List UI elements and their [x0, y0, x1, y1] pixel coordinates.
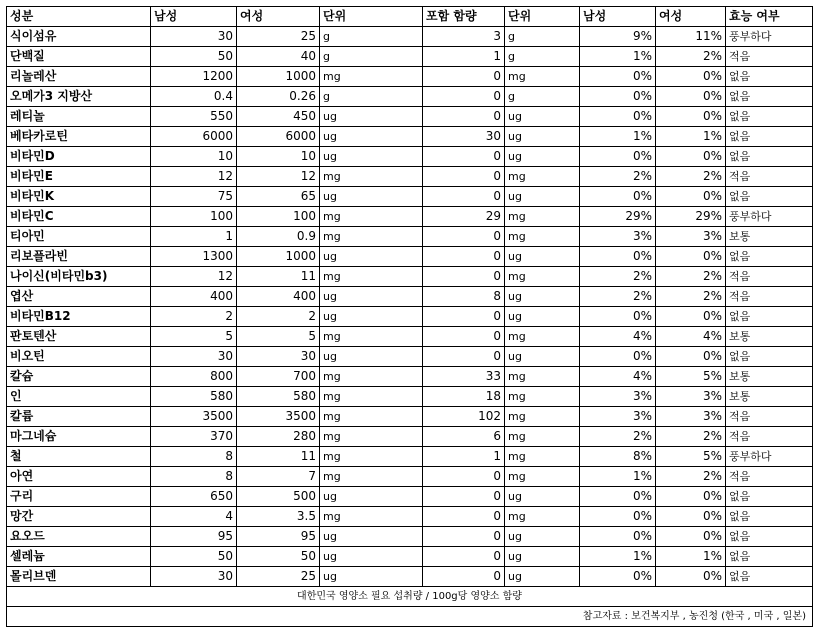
content-unit: mg [505, 427, 580, 447]
nutrient-name: 망간 [7, 507, 151, 527]
content-unit: ug [505, 527, 580, 547]
nutrient-name: 셀레늄 [7, 547, 151, 567]
effect-level: 적음 [726, 167, 813, 187]
male-percent: 0% [580, 67, 656, 87]
effect-level: 보통 [726, 387, 813, 407]
male-percent: 2% [580, 287, 656, 307]
male-percent: 1% [580, 127, 656, 147]
content-amount: 8 [423, 287, 505, 307]
content-unit: ug [505, 107, 580, 127]
female-requirement: 0.26 [237, 87, 320, 107]
male-percent: 0% [580, 247, 656, 267]
nutrient-name: 식이섬유 [7, 27, 151, 47]
female-requirement: 95 [237, 527, 320, 547]
content-unit: mg [505, 227, 580, 247]
header-content: 포함 함량 [423, 7, 505, 27]
content-amount: 0 [423, 467, 505, 487]
male-requirement: 3500 [151, 407, 237, 427]
female-percent: 0% [656, 507, 726, 527]
male-percent: 0% [580, 147, 656, 167]
female-percent: 5% [656, 447, 726, 467]
female-requirement: 7 [237, 467, 320, 487]
requirement-unit: ug [320, 347, 423, 367]
male-requirement: 0.4 [151, 87, 237, 107]
content-unit: mg [505, 387, 580, 407]
male-requirement: 2 [151, 307, 237, 327]
content-unit: mg [505, 67, 580, 87]
nutrient-name: 비타민E [7, 167, 151, 187]
male-percent: 3% [580, 387, 656, 407]
effect-level: 없음 [726, 547, 813, 567]
female-requirement: 50 [237, 547, 320, 567]
table-row [7, 307, 813, 327]
male-percent: 1% [580, 47, 656, 67]
table-row [7, 227, 813, 247]
female-percent: 1% [656, 127, 726, 147]
female-requirement: 3500 [237, 407, 320, 427]
requirement-unit: mg [320, 407, 423, 427]
male-requirement: 1 [151, 227, 237, 247]
table-row [7, 427, 813, 447]
content-unit: mg [505, 167, 580, 187]
table-row [7, 207, 813, 227]
table-row [7, 367, 813, 387]
male-requirement: 30 [151, 567, 237, 587]
nutrient-name: 아연 [7, 467, 151, 487]
requirement-unit: ug [320, 187, 423, 207]
female-requirement: 1000 [237, 67, 320, 87]
table-row [7, 87, 813, 107]
requirement-unit: mg [320, 467, 423, 487]
female-percent: 11% [656, 27, 726, 47]
female-percent: 2% [656, 267, 726, 287]
header-row [7, 7, 813, 27]
male-percent: 0% [580, 487, 656, 507]
effect-level: 없음 [726, 487, 813, 507]
nutrient-name: 비타민B12 [7, 307, 151, 327]
table-row [7, 67, 813, 87]
content-amount: 1 [423, 447, 505, 467]
male-percent: 2% [580, 427, 656, 447]
male-percent: 9% [580, 27, 656, 47]
female-percent: 2% [656, 427, 726, 447]
effect-level: 없음 [726, 127, 813, 147]
requirement-unit: mg [320, 267, 423, 287]
content-amount: 0 [423, 167, 505, 187]
table-row [7, 167, 813, 187]
table-row [7, 387, 813, 407]
female-requirement: 100 [237, 207, 320, 227]
nutrient-name: 단백질 [7, 47, 151, 67]
female-percent: 0% [656, 487, 726, 507]
effect-level: 보통 [726, 367, 813, 387]
female-percent: 29% [656, 207, 726, 227]
content-unit: ug [505, 487, 580, 507]
table-row [7, 447, 813, 467]
reference-row [7, 607, 813, 627]
table-row [7, 27, 813, 47]
nutrient-name: 철 [7, 447, 151, 467]
female-percent: 0% [656, 87, 726, 107]
reference-note: 참고자료 : 보건복지부 , 농진청 (한국 , 미국 , 일본) [7, 607, 813, 627]
male-requirement: 1300 [151, 247, 237, 267]
requirement-unit: mg [320, 387, 423, 407]
female-percent: 4% [656, 327, 726, 347]
requirement-unit: mg [320, 427, 423, 447]
content-amount: 6 [423, 427, 505, 447]
male-percent: 0% [580, 307, 656, 327]
table-row [7, 47, 813, 67]
female-percent: 0% [656, 107, 726, 127]
content-amount: 0 [423, 327, 505, 347]
male-requirement: 30 [151, 27, 237, 47]
male-requirement: 6000 [151, 127, 237, 147]
male-requirement: 8 [151, 467, 237, 487]
requirement-unit: mg [320, 207, 423, 227]
effect-level: 적음 [726, 267, 813, 287]
table-row [7, 527, 813, 547]
female-requirement: 400 [237, 287, 320, 307]
content-amount: 0 [423, 547, 505, 567]
effect-level: 풍부하다 [726, 207, 813, 227]
table-row [7, 107, 813, 127]
nutrient-name: 비타민C [7, 207, 151, 227]
male-percent: 0% [580, 507, 656, 527]
male-percent: 0% [580, 347, 656, 367]
female-percent: 0% [656, 247, 726, 267]
female-requirement: 2 [237, 307, 320, 327]
requirement-unit: ug [320, 547, 423, 567]
male-percent: 0% [580, 567, 656, 587]
header-req-unit: 단위 [320, 7, 423, 27]
header-nutrient: 성분 [7, 7, 151, 27]
effect-level: 없음 [726, 567, 813, 587]
female-percent: 0% [656, 307, 726, 327]
content-unit: ug [505, 347, 580, 367]
nutrient-name: 베타카로틴 [7, 127, 151, 147]
requirement-unit: mg [320, 507, 423, 527]
effect-level: 보통 [726, 327, 813, 347]
table-row [7, 487, 813, 507]
nutrient-name: 요오드 [7, 527, 151, 547]
male-requirement: 800 [151, 367, 237, 387]
nutrient-table [6, 6, 813, 627]
male-percent: 4% [580, 367, 656, 387]
female-percent: 0% [656, 527, 726, 547]
effect-level: 보통 [726, 227, 813, 247]
nutrient-name: 비타민D [7, 147, 151, 167]
table-row [7, 287, 813, 307]
content-unit: mg [505, 447, 580, 467]
requirement-unit: ug [320, 287, 423, 307]
header-female-req: 여성 [237, 7, 320, 27]
male-percent: 3% [580, 407, 656, 427]
content-amount: 33 [423, 367, 505, 387]
effect-level: 없음 [726, 107, 813, 127]
nutrient-name: 티아민 [7, 227, 151, 247]
requirement-unit: mg [320, 327, 423, 347]
header-male-req: 남성 [151, 7, 237, 27]
female-requirement: 12 [237, 167, 320, 187]
female-percent: 3% [656, 407, 726, 427]
female-requirement: 11 [237, 447, 320, 467]
requirement-unit: ug [320, 567, 423, 587]
male-requirement: 95 [151, 527, 237, 547]
male-requirement: 550 [151, 107, 237, 127]
content-amount: 0 [423, 247, 505, 267]
nutrient-name: 리놀레산 [7, 67, 151, 87]
content-amount: 0 [423, 567, 505, 587]
table-row [7, 507, 813, 527]
nutrient-name: 엽산 [7, 287, 151, 307]
female-requirement: 25 [237, 567, 320, 587]
effect-level: 없음 [726, 307, 813, 327]
content-unit: g [505, 47, 580, 67]
male-requirement: 12 [151, 267, 237, 287]
female-requirement: 700 [237, 367, 320, 387]
effect-level: 없음 [726, 67, 813, 87]
effect-level: 적음 [726, 287, 813, 307]
nutrient-name: 구리 [7, 487, 151, 507]
content-amount: 0 [423, 507, 505, 527]
content-amount: 0 [423, 267, 505, 287]
male-requirement: 4 [151, 507, 237, 527]
table-row [7, 567, 813, 587]
male-requirement: 580 [151, 387, 237, 407]
male-requirement: 50 [151, 547, 237, 567]
female-requirement: 1000 [237, 247, 320, 267]
female-percent: 0% [656, 147, 726, 167]
male-requirement: 1200 [151, 67, 237, 87]
effect-level: 적음 [726, 427, 813, 447]
nutrient-name: 칼륨 [7, 407, 151, 427]
requirement-unit: g [320, 87, 423, 107]
female-percent: 2% [656, 287, 726, 307]
nutrient-name: 인 [7, 387, 151, 407]
female-percent: 0% [656, 347, 726, 367]
content-unit: g [505, 87, 580, 107]
male-requirement: 75 [151, 187, 237, 207]
effect-level: 풍부하다 [726, 27, 813, 47]
requirement-unit: mg [320, 227, 423, 247]
content-unit: mg [505, 327, 580, 347]
female-percent: 2% [656, 467, 726, 487]
male-percent: 3% [580, 227, 656, 247]
nutrient-name: 마그네슘 [7, 427, 151, 447]
female-requirement: 40 [237, 47, 320, 67]
female-percent: 3% [656, 227, 726, 247]
table-row [7, 347, 813, 367]
male-requirement: 30 [151, 347, 237, 367]
content-unit: mg [505, 367, 580, 387]
nutrient-name: 비오틴 [7, 347, 151, 367]
female-percent: 3% [656, 387, 726, 407]
female-percent: 1% [656, 547, 726, 567]
female-percent: 0% [656, 187, 726, 207]
male-requirement: 650 [151, 487, 237, 507]
male-requirement: 12 [151, 167, 237, 187]
table-row [7, 267, 813, 287]
content-unit: ug [505, 247, 580, 267]
requirement-unit: ug [320, 307, 423, 327]
male-percent: 1% [580, 547, 656, 567]
content-unit: ug [505, 187, 580, 207]
effect-level: 적음 [726, 47, 813, 67]
female-percent: 2% [656, 167, 726, 187]
nutrient-name: 나이신(비타민b3) [7, 267, 151, 287]
male-percent: 4% [580, 327, 656, 347]
male-percent: 29% [580, 207, 656, 227]
table-row [7, 547, 813, 567]
header-effect: 효능 여부 [726, 7, 813, 27]
female-requirement: 10 [237, 147, 320, 167]
content-amount: 1 [423, 47, 505, 67]
nutrient-name: 오메가3 지방산 [7, 87, 151, 107]
male-requirement: 10 [151, 147, 237, 167]
nutrient-name: 리보플라빈 [7, 247, 151, 267]
content-unit: mg [505, 467, 580, 487]
female-requirement: 280 [237, 427, 320, 447]
female-percent: 5% [656, 367, 726, 387]
female-requirement: 25 [237, 27, 320, 47]
female-requirement: 3.5 [237, 507, 320, 527]
table-row [7, 327, 813, 347]
content-amount: 0 [423, 307, 505, 327]
footer-row [7, 587, 813, 607]
effect-level: 적음 [726, 407, 813, 427]
content-amount: 0 [423, 527, 505, 547]
nutrient-name: 판토텐산 [7, 327, 151, 347]
content-unit: ug [505, 127, 580, 147]
requirement-unit: mg [320, 447, 423, 467]
requirement-unit: g [320, 27, 423, 47]
content-unit: ug [505, 287, 580, 307]
content-amount: 102 [423, 407, 505, 427]
table-row [7, 127, 813, 147]
header-female-pct: 여성 [656, 7, 726, 27]
content-amount: 0 [423, 227, 505, 247]
female-requirement: 0.9 [237, 227, 320, 247]
female-requirement: 500 [237, 487, 320, 507]
requirement-unit: g [320, 47, 423, 67]
requirement-unit: mg [320, 367, 423, 387]
nutrient-name: 칼슘 [7, 367, 151, 387]
requirement-unit: ug [320, 127, 423, 147]
nutrient-name: 레티놀 [7, 107, 151, 127]
requirement-unit: ug [320, 107, 423, 127]
female-requirement: 450 [237, 107, 320, 127]
content-unit: ug [505, 147, 580, 167]
content-amount: 0 [423, 107, 505, 127]
female-percent: 0% [656, 567, 726, 587]
female-requirement: 580 [237, 387, 320, 407]
male-requirement: 5 [151, 327, 237, 347]
table-body [7, 27, 813, 587]
effect-level: 없음 [726, 187, 813, 207]
effect-level: 없음 [726, 247, 813, 267]
male-percent: 0% [580, 187, 656, 207]
male-percent: 0% [580, 87, 656, 107]
spreadsheet [6, 6, 812, 627]
content-amount: 3 [423, 27, 505, 47]
male-requirement: 50 [151, 47, 237, 67]
content-unit: mg [505, 207, 580, 227]
content-amount: 0 [423, 147, 505, 167]
table-row [7, 407, 813, 427]
content-unit: mg [505, 407, 580, 427]
requirement-unit: ug [320, 527, 423, 547]
female-percent: 2% [656, 47, 726, 67]
female-percent: 0% [656, 67, 726, 87]
effect-level: 없음 [726, 147, 813, 167]
content-unit: ug [505, 307, 580, 327]
male-percent: 2% [580, 267, 656, 287]
female-requirement: 6000 [237, 127, 320, 147]
effect-level: 적음 [726, 467, 813, 487]
effect-level: 없음 [726, 347, 813, 367]
content-amount: 0 [423, 187, 505, 207]
male-percent: 2% [580, 167, 656, 187]
requirement-unit: mg [320, 67, 423, 87]
table-row [7, 467, 813, 487]
table-caption: 대한민국 영양소 필요 섭취량 / 100g당 영양소 함량 [7, 587, 813, 607]
content-amount: 0 [423, 347, 505, 367]
female-requirement: 11 [237, 267, 320, 287]
male-requirement: 100 [151, 207, 237, 227]
table-row [7, 187, 813, 207]
male-percent: 8% [580, 447, 656, 467]
content-amount: 18 [423, 387, 505, 407]
content-amount: 29 [423, 207, 505, 227]
table-row [7, 247, 813, 267]
header-male-pct: 남성 [580, 7, 656, 27]
female-requirement: 65 [237, 187, 320, 207]
content-unit: ug [505, 567, 580, 587]
female-requirement: 5 [237, 327, 320, 347]
effect-level: 없음 [726, 507, 813, 527]
female-requirement: 30 [237, 347, 320, 367]
requirement-unit: mg [320, 167, 423, 187]
content-amount: 30 [423, 127, 505, 147]
male-requirement: 370 [151, 427, 237, 447]
content-unit: mg [505, 267, 580, 287]
header-content-unit: 단위 [505, 7, 580, 27]
content-amount: 0 [423, 487, 505, 507]
male-percent: 1% [580, 467, 656, 487]
content-unit: ug [505, 547, 580, 567]
requirement-unit: ug [320, 247, 423, 267]
nutrient-name: 몰리브덴 [7, 567, 151, 587]
male-requirement: 400 [151, 287, 237, 307]
content-amount: 0 [423, 67, 505, 87]
content-unit: mg [505, 507, 580, 527]
male-requirement: 8 [151, 447, 237, 467]
nutrient-name: 비타민K [7, 187, 151, 207]
male-percent: 0% [580, 107, 656, 127]
content-unit: g [505, 27, 580, 47]
table-row [7, 147, 813, 167]
effect-level: 없음 [726, 87, 813, 107]
effect-level: 없음 [726, 527, 813, 547]
effect-level: 풍부하다 [726, 447, 813, 467]
requirement-unit: ug [320, 487, 423, 507]
requirement-unit: ug [320, 147, 423, 167]
male-percent: 0% [580, 527, 656, 547]
content-amount: 0 [423, 87, 505, 107]
